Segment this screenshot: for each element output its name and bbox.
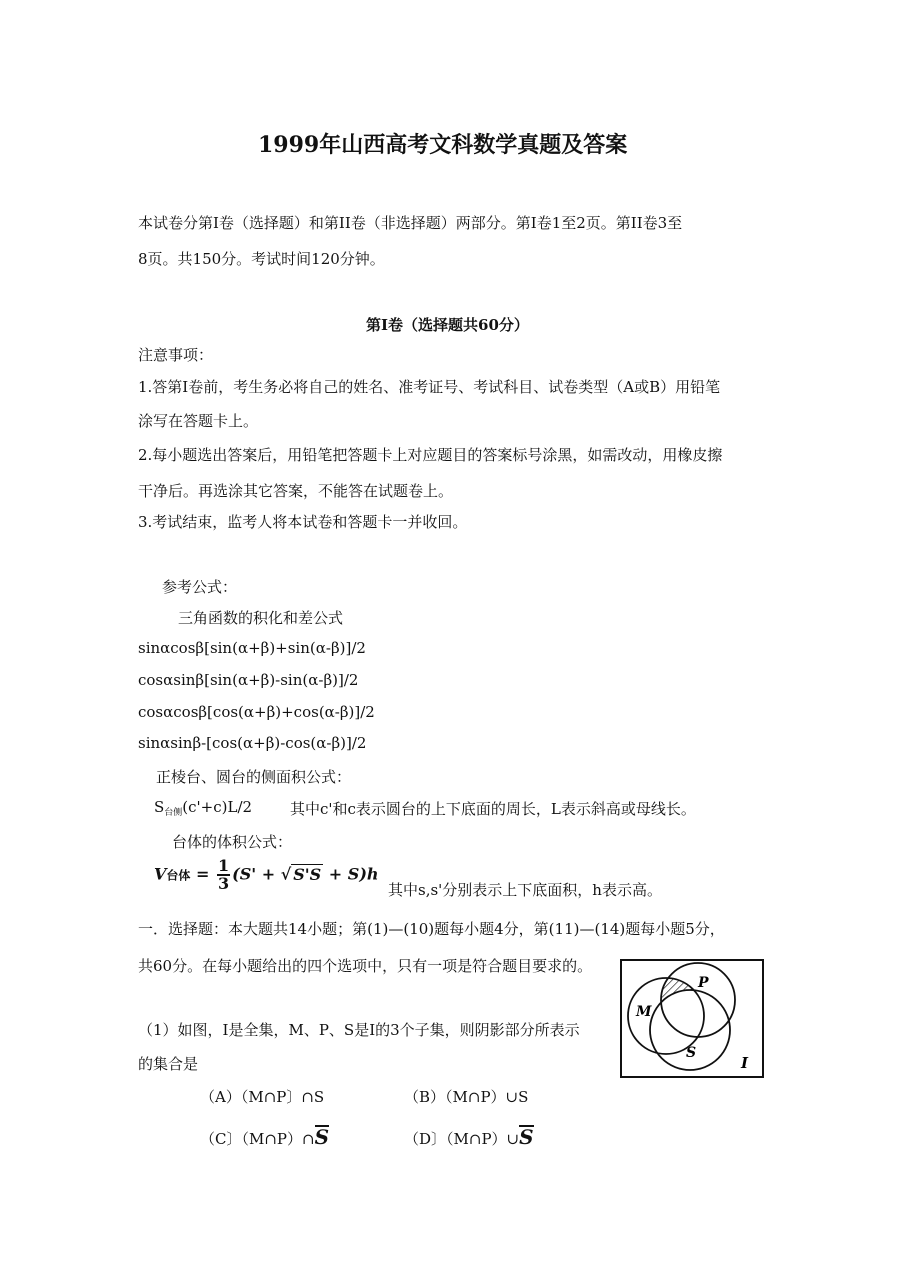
note-1a: 1.答第Ⅰ卷前，考生务必将自己的姓名、准考证号、考试科目、试卷类型（A或B）用铅笔: [138, 378, 721, 396]
volume-close: + S)h: [323, 864, 379, 884]
option-b[interactable]: （B）（M∩P）∪S: [404, 1088, 529, 1106]
note-1b: 涂写在答题卡上。: [138, 412, 259, 430]
volume-formula: [154, 858, 379, 892]
q1-line-2: 的集合是: [138, 1055, 199, 1073]
option-c-text: （C〕（M∩P）∩: [200, 1130, 315, 1148]
option-c-complement: S: [314, 1125, 330, 1149]
option-d[interactable]: [404, 1125, 534, 1149]
volume-fraction: [217, 858, 230, 892]
volume-open: (S' +: [232, 864, 281, 884]
volume-eq: =: [190, 864, 215, 884]
option-d-text: （D〕（M∩P）∪: [404, 1130, 520, 1148]
volume-denominator: 3: [217, 874, 230, 893]
section-title: 第Ⅰ卷（选择题共60分）: [366, 316, 529, 334]
notes-heading: 注意事项：: [138, 346, 214, 364]
lateral-note: 其中c'和c表示圆台的上下底面的周长，L表示斜高或母线长。: [290, 800, 696, 818]
page-title: 1999年山西高考文科数学真题及答案: [258, 132, 628, 158]
q1-line-1: （1）如图，I是全集，M、P、S是I的3个子集，则阴影部分所表示: [138, 1021, 580, 1039]
formulas-heading: 参考公式：: [162, 578, 238, 596]
formula-2: cosαsinβ[sin(α+β)-sin(α-β)]/2: [138, 671, 359, 689]
part1-line-2: 共60分。在每小题给出的四个选项中，只有一项是符合题目要求的。: [138, 957, 593, 975]
volume-heading: 台体的体积公式：: [172, 833, 293, 851]
volume-subscript: 台体: [166, 868, 191, 883]
volume-v: V: [154, 864, 167, 884]
volume-numerator: 1: [217, 856, 230, 875]
intro-line-1: 本试卷分第Ⅰ卷（选择题）和第II卷（非选择题）两部分。第Ⅰ卷1至2页。第II卷3至: [138, 214, 683, 232]
formula-3: cosαcosβ[cos(α+β)+cos(α-β)]/2: [138, 703, 375, 721]
option-c[interactable]: [200, 1125, 329, 1149]
formula-4: sinαsinβ-[cos(α+β)-cos(α-β)]/2: [138, 734, 367, 752]
venn-diagram: [618, 956, 766, 1080]
lateral-expr: (c'+c)L/2: [182, 798, 253, 816]
option-d-complement: S: [519, 1125, 534, 1149]
label-p: P: [698, 975, 709, 991]
option-a[interactable]: （A）（M∩P〕∩S: [200, 1088, 325, 1106]
label-s: S: [686, 1045, 697, 1061]
lateral-subscript: 台侧: [164, 808, 183, 818]
volume-root: S'S: [293, 864, 322, 884]
note-2a: 2.每小题选出答案后，用铅笔把答题卡上对应题目的答案标号涂黑，如需改动，用橡皮擦: [138, 446, 723, 464]
lateral-heading: 正棱台、圆台的侧面积公式：: [156, 768, 352, 786]
label-i: I: [741, 1054, 749, 1072]
note-2b: 干净后。再选涂其它答案，不能答在试题卷上。: [138, 482, 454, 500]
intro-line-2: 8页。共150分。考试时间120分钟。: [138, 250, 385, 268]
formula-1: sinαcosβ[sin(α+β)+sin(α-β)]/2: [138, 639, 366, 657]
lateral-s: S: [154, 798, 165, 816]
note-3: 3.考试结束，监考人将本试卷和答题卡一并收回。: [138, 513, 468, 531]
part1-line-1: 一．选择题：本大题共14小题；第(1)—(10)题每小题4分，第(11)—(14)题每小题5分，: [138, 920, 725, 938]
trig-heading: 三角函数的积化和差公式: [178, 609, 344, 627]
sqrt-icon: √: [280, 864, 292, 884]
volume-note: 其中s,s'分别表示上下底面积，h表示高。: [388, 881, 662, 899]
label-m: M: [636, 1004, 652, 1020]
lateral-formula: [154, 798, 252, 816]
